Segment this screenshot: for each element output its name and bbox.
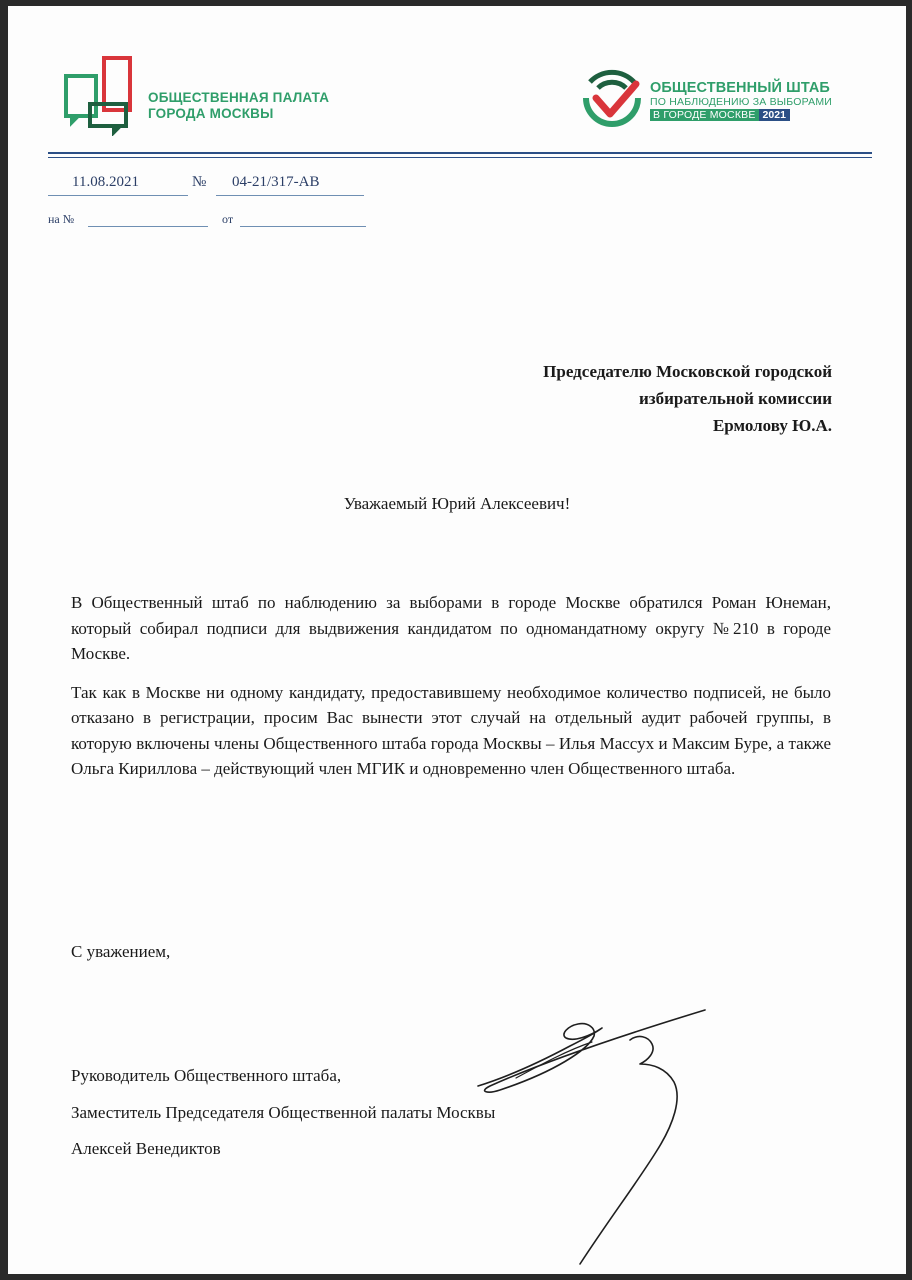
public-chamber-name (148, 90, 329, 122)
letter-page (8, 6, 906, 1274)
signoff-line3: Алексей Венедиктов (71, 1139, 221, 1158)
right-org-line2: ПО НАБЛЮДЕНИЮ ЗА ВЫБОРАМИ (650, 96, 833, 108)
reply-to-blank (88, 226, 208, 227)
left-org-line2: ГОРОДА МОСКВЫ (148, 106, 274, 121)
letter-date: 11.08.2021 (48, 174, 188, 196)
left-org-line1: ОБЩЕСТВЕННАЯ ПАЛАТА (148, 90, 330, 105)
signoff-line2: Заместитель Председателя Общественной палаты Москвы (71, 1102, 496, 1122)
body-paragraph-2: Так как в Москве ни одному кандидату, предоставившему необходимое количество подписей, не было отказано в регистрации, просим Вас вынести этот случай на отдельный аудит рабочей группы, в которую включены члены Общественного штаба города Москвы – Илья Массух и Максим Буре, а также Ольга Кириллова – действующий член МГИК и одновременно член Общественного штаба. (71, 682, 831, 778)
public-chamber-logo-icon (64, 56, 144, 141)
addressee-line3: Ермолову Ю.А. (712, 416, 832, 435)
election-headquarters-name (650, 80, 832, 121)
letter-number: 04-21/317-АВ (216, 174, 364, 196)
addressee-line2: избирательной комиссии (638, 389, 832, 408)
reply-date-blank (240, 226, 366, 227)
right-org-year: 2021 (759, 109, 790, 121)
header-rule-thin (48, 157, 872, 158)
handwritten-signature-icon (470, 1006, 720, 1273)
header-rule (48, 152, 872, 154)
election-headquarters-logo-icon (582, 64, 644, 137)
greeting: Уважаемый Юрий Алексеевич! (343, 494, 571, 513)
right-org-line3 (650, 109, 832, 121)
addressee-line1: Председателю Московской городской (543, 362, 832, 381)
letter-body (71, 590, 831, 795)
signoff-line1: Руководитель Общественного штаба, (71, 1066, 342, 1085)
reply-to-label: на № (48, 212, 75, 226)
signoff (71, 1058, 495, 1168)
right-org-line1: ОБЩЕСТВЕННЫЙ ШТАБ (650, 80, 830, 96)
addressee (543, 358, 832, 439)
right-org-city: В ГОРОДЕ МОСКВЕ (650, 109, 759, 121)
reply-date-label: от (222, 212, 234, 226)
closing: С уважением, (71, 942, 171, 961)
body-paragraph-1: В Общественный штаб по наблюдению за выборами в городе Москве обратился Роман Юнеман, который собирал подписи для выдвижения кандидатом по одномандатному округу №210 в городе Москве. (71, 593, 831, 663)
number-symbol: № (192, 174, 207, 190)
